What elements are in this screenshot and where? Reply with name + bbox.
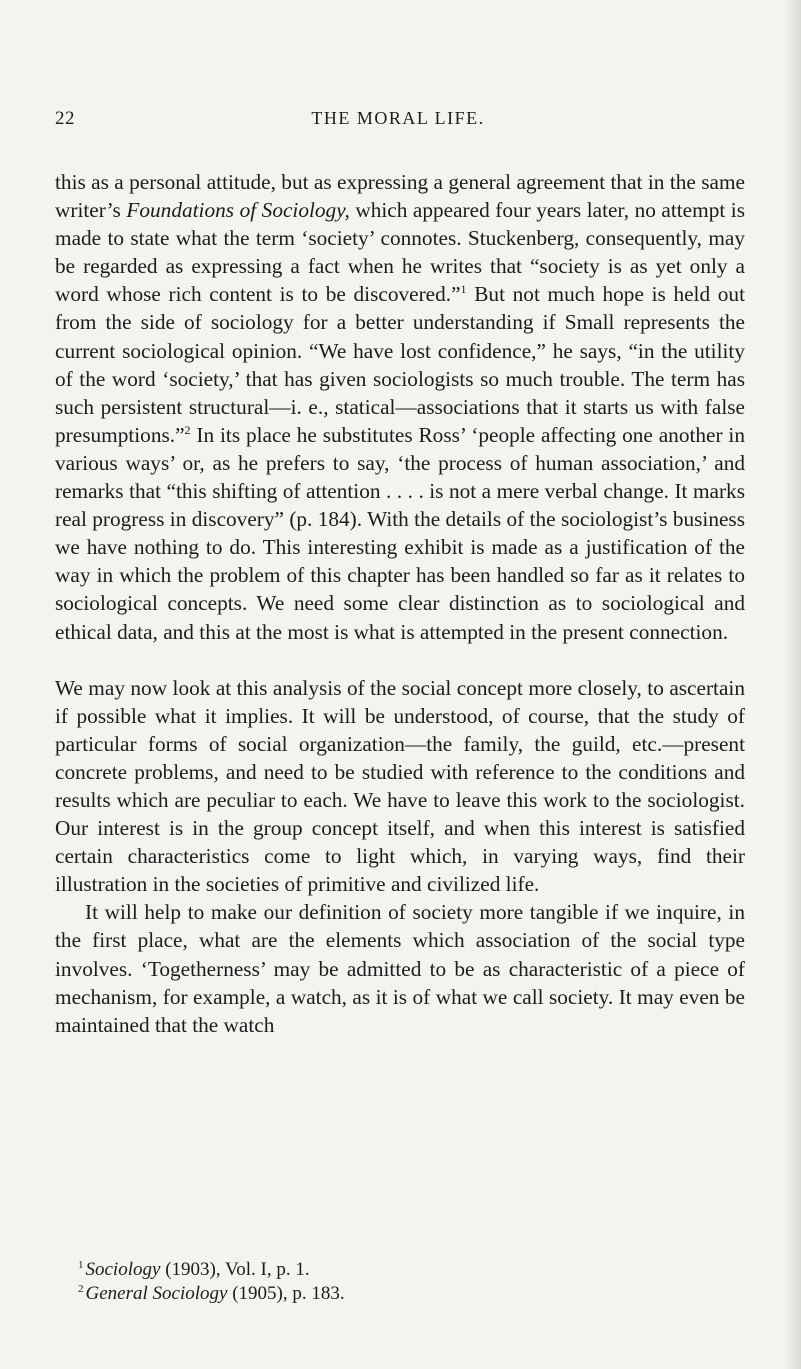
paragraph-1-text-a: this as a personal attitude, but as expressing a general agreement that in the same writer’s bbox=[55, 170, 745, 223]
footnote-2-mark: 2 bbox=[78, 1283, 84, 1295]
footnote-1 bbox=[78, 1258, 738, 1282]
footnote-1-mark: 1 bbox=[78, 1259, 84, 1271]
page-header bbox=[55, 108, 741, 136]
book-title-foundations: Foundations of Sociology, bbox=[126, 198, 350, 223]
footnote-2 bbox=[78, 1282, 738, 1306]
footnote-ref-2: 2 bbox=[184, 422, 191, 437]
body-text bbox=[55, 168, 745, 1039]
footnote-ref-1: 1 bbox=[460, 282, 467, 297]
footnote-1-rest: (1903), Vol. I, p. 1. bbox=[160, 1259, 310, 1280]
footnotes bbox=[78, 1258, 738, 1306]
page-number: 22 bbox=[55, 108, 75, 129]
paragraph-1 bbox=[55, 168, 745, 646]
running-head: THE MORAL LIFE. bbox=[311, 108, 485, 128]
paragraph-3: It will help to make our definition of society more tangible if we inquire, in the first place, what are the elements which association of the social type involves. ‘Togetherness’ may be admitted to be as characteristic of a piece of mechanism, for example, a watch, as it is of what we call society. It may even be maintained that the watch bbox=[55, 900, 745, 1037]
page-edge-shadow bbox=[783, 0, 801, 1369]
paragraph-1-text-b: which appeared four years later, no attempt is made to state what the term ‘society’ connotes. Stuckenberg, consequently, may be regarded as expressing a fact when he writes that “society is as yet only a word whose rich content is to be discovered.” bbox=[55, 198, 745, 307]
footnote-2-rest: (1905), p. 183. bbox=[227, 1283, 345, 1304]
footnote-1-title: Sociology bbox=[85, 1259, 161, 1280]
paragraph-1-text-c: But not much hope is held out from the side of sociology for a better understanding if Small represents the current sociological opinion. “We have lost confidence,” he says, “in the utility of the word ‘society,’ that has given sociologists so much trouble. The term has such persistent structural—i. e., statical—associations that it starts us with false presumptions.” bbox=[55, 282, 745, 447]
footnote-2-title: General Sociology bbox=[85, 1283, 228, 1304]
paragraph-2: We may now look at this analysis of the social concept more closely, to ascertain if possible what it implies. It will be understood, of course, that the study of particular forms of social organization—the family, the guild, etc.—present concrete problems, and need to be studied with reference to the conditions and results which are peculiar to each. We have to leave this work to the sociologist. Our interest is in the group concept itself, and when this interest is satisfied certain characteristics come to light which, in varying ways, find their illustration in the societies of primitive and civilized life. bbox=[55, 675, 745, 897]
paragraph-1-text-d: In its place he substitutes Ross’ ‘people affecting one another in various ways’ or, as he prefers to say, ‘the process of human association,’ and remarks that “this shifting of attention . . . . is not a mere verbal change. It marks real progress in discovery” (p. 184). With the details of the sociologist’s business we have nothing to do. This interesting exhibit is made as a justification of the way in which the problem of this chapter has been handled so far as it relates to sociological concepts. We need some clear distinction as to sociological and ethical data, and this at the most is what is attempted in the present connection. bbox=[55, 422, 745, 644]
